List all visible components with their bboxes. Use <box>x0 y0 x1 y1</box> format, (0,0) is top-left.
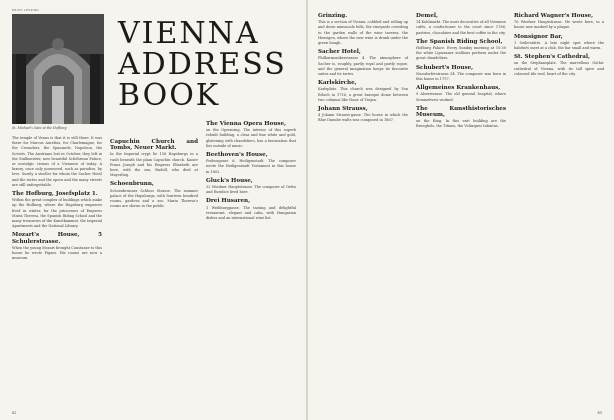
entry-text: Hofburg Palace. Every Sunday morning at 10:30 the white Lipizzaner stallions perform under the great chandeliers. <box>416 46 506 61</box>
entry-heading: Gluck's House, <box>206 177 253 184</box>
entry-text: Karlsplatz. This church was designed by Von Erlach in 1716, a great baroque dome between two columns like those of Trajan. <box>318 87 408 102</box>
entry-heading: Demel, <box>416 13 438 19</box>
entry-heading: Karlskirche, <box>318 80 357 87</box>
entry-heading: Mozart's House, 5 Schulerstrasse. <box>12 232 102 245</box>
hofburg-gate-photo <box>12 14 104 124</box>
entry-heading: Richard Wagner's House, <box>514 13 594 19</box>
photo-credit: ERICH LESSING <box>12 8 39 12</box>
entry-text: Schoenbrunner Schloss Strasse. The summer palace of the Hapsburgs, with fourteen hundred rooms, gardens and a zoo. Maria Theresa's rooms are shown to the public. <box>110 188 198 209</box>
entry-text: 9 Alserstrasse. The old general hospital, where Semmelweis worked. <box>416 92 506 102</box>
page-number: 82 <box>12 411 17 415</box>
right-column-3 <box>514 10 604 79</box>
intro-paragraph: The temple of Venus is that it is still there. It was there for Marcus Aurelius, for Charlemagne, for the Crusaders, the Spaniards, Napoleon, the Soviets. The Austrians lost in October, they left in the Stallmeister, now beautiful Schöbrunn Palace, or nostalgic visions of a Viennese of today. A luxury, once only possessed, such as paradise, by love. Surely a stroller for whom the Sacher Hotel and the tortes and the opera and the many streets are still unforgettable. <box>12 136 102 187</box>
gate-illustration <box>12 14 104 124</box>
left-column-3 <box>206 118 296 223</box>
entry-text: on the Stephansplatz. The marvellous Gothic cathedral of Vienna, with its tall spire and coloured tile roof, heart of the city. <box>514 61 604 76</box>
photo-caption: St. Michael's Gate at the Hofburg <box>12 126 67 130</box>
entry-heading: Johann Strauss, <box>318 106 368 113</box>
entry-text: Nussdorferstrasse 54. The composer was born in this house in 1797. <box>416 71 506 82</box>
entry-heading: The Hofburg, Josefsplatz 1. <box>12 191 98 198</box>
entry-text: on the Ring. In this vast building are the Brueghels, the Titians, the Velázquez Infantas. <box>416 119 506 129</box>
right-page <box>308 0 614 420</box>
entry-heading: Capuchin Church and Tombs, Neuer Markt. <box>110 139 198 152</box>
entry-text: 4 Johann Strauss-gasse. The house in which the Blue Danube waltz was composed in 1867. <box>318 113 408 123</box>
page-number: 83 <box>597 411 602 415</box>
entry-text: Philharmonikerstrasse 4. The atmosphere of Sacher is, roughly, partly royal and partly rogue, and the general imagination keeps its favourite suites and its tortes. <box>318 56 408 77</box>
title-line: VIENNA <box>118 16 260 51</box>
entry-text: 32 Wiedner Hauptstrasse. The composer of Orfeo and Euridice lived here. <box>206 185 296 195</box>
entry-text: on the Opernring. The interior of this superb rebuilt building, a clear and fine white and gold, glistening with chandeliers, has a fascination that lies outside of music. <box>206 128 296 148</box>
right-column-2 <box>416 10 506 132</box>
entry-text: 14 Kohlmarkt. The most decorative of all Viennese cafés, a confectioner to the court since 1786; pastries, chocolates and the best coffee in the city. <box>416 20 506 35</box>
entry-heading: The Spanish Riding School, <box>416 38 503 45</box>
entry-text: When the young Mozart brought Constanze to this house he wrote Figaro. His rooms are now a museum. <box>12 245 102 261</box>
entry-text: In the Imperial crypt lie 138 Hapsburgs in a vault beneath the plain Capuchin church. Kaiser Franz Joseph and his Empress Elisabeth are here, with the son, Rudolf, who died at Mayerling. <box>110 152 198 178</box>
entry-text: Within the great complex of buildings which make up the Hofburg, where the Hapsburg emperors lived in winter, for the princesses of Empress Maria Theresa, the Spanish Riding School and the many treasuries of the Kunstkammer, the Imperial Apartments and the National Library. <box>12 198 102 229</box>
entry-heading: Grinzing. <box>318 13 348 19</box>
entry-text: 76 Wiedner Hauptstrasse. He wrote here, in a house now marked by a plaque. <box>514 20 604 30</box>
title-line: BOOK <box>118 78 221 113</box>
entry-heading: Schoenbrunn, <box>110 181 154 188</box>
title-line: ADDRESS <box>118 47 287 82</box>
article-title <box>118 18 287 111</box>
entry-heading: Sacher Hotel, <box>318 49 361 56</box>
entry-heading: Drei Husaren, <box>206 198 251 205</box>
left-column-1 <box>12 136 102 263</box>
right-column-1 <box>318 10 408 126</box>
entry-heading: The Vienna Opera House, <box>206 121 286 127</box>
entry-heading: The Kunsthistorisches Museum, <box>416 105 506 119</box>
entry-text: 1 Seilerstätte. A late night spot where the habitués meet at a club, the bar small and warm. <box>514 40 604 51</box>
entry-text: Probusgasse 6, Heiligenstadt. The composer wrote the Heiligenstadt Testament in this house in 1802. <box>206 159 296 174</box>
entry-heading: St. Stephen's Cathedral, <box>514 54 590 61</box>
left-page <box>0 0 306 420</box>
entry-text: 1 Weihburggasse. The tasting and delightful restaurant, elegant and calm, with Hungarian dishes and an international wine list. <box>206 205 296 221</box>
left-column-2 <box>110 136 198 211</box>
entry-text: This is a section of Vienna, cobbled and rolling up and down minuscule hills, the vineyards crowding to the garden walls of the wine taverns, the Heurigen, where the new wine is drunk under the green bough. <box>318 20 408 46</box>
entry-heading: Monsignor Bar, <box>514 33 563 40</box>
entry-heading: Allgemeines Krankenhaus, <box>416 85 501 92</box>
entry-heading: Beethoven's House, <box>206 152 268 159</box>
entry-heading: Schubert's House, <box>416 64 474 71</box>
